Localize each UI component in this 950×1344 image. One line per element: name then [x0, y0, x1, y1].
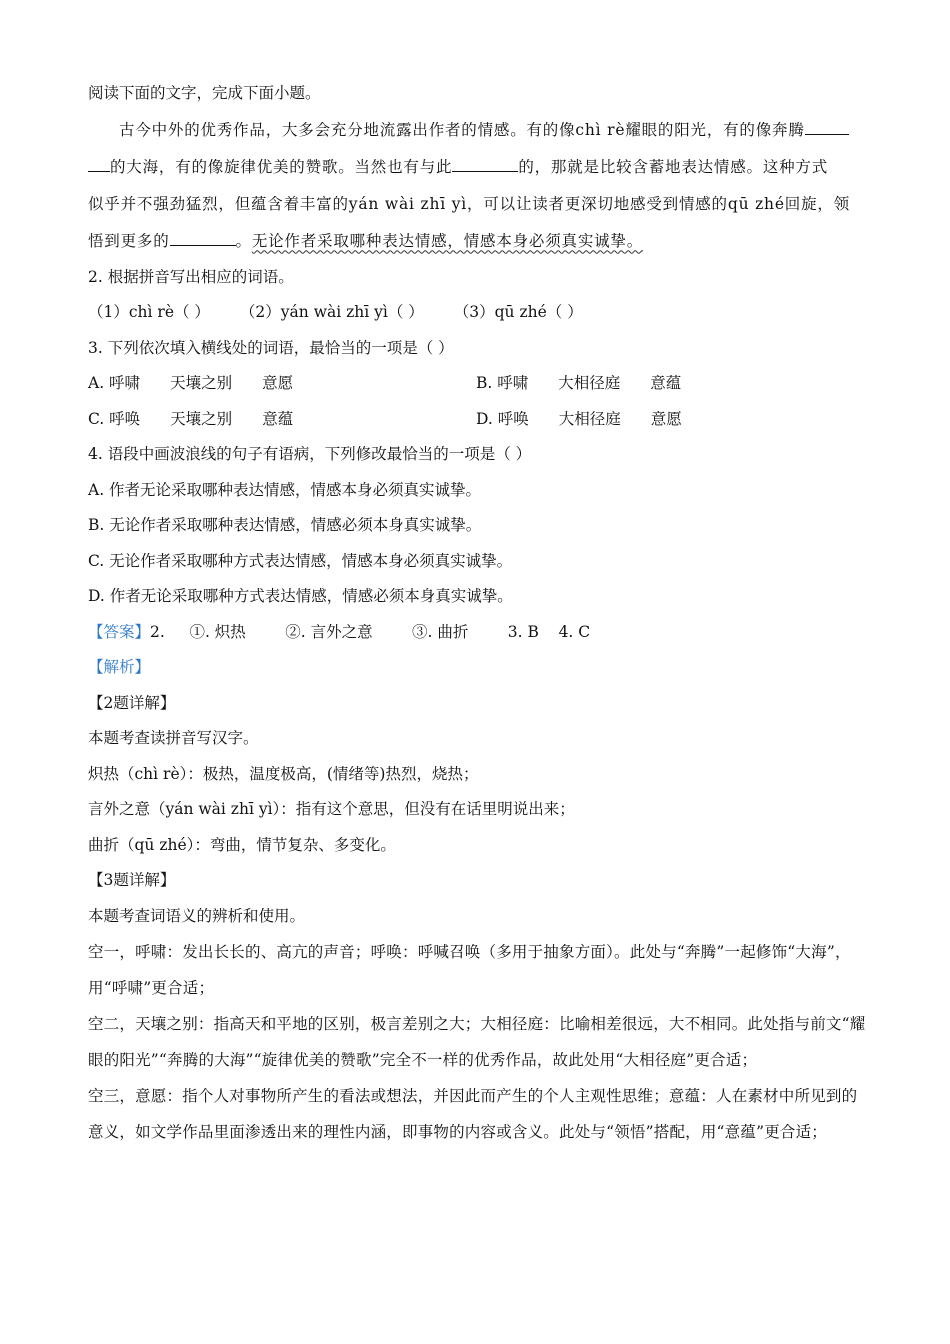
- q3-option-a: A. 呼啸 天壤之别 意愿: [88, 374, 294, 392]
- q4-option-c: C. 无论作者采取哪种方式表达情感，情感本身必须真实诚挚。: [88, 551, 513, 570]
- reading-passage: [88, 112, 868, 260]
- q3-detail-blank-2: 空二，天壤之别：指高天和平地的区别，极言差别之大；大相径庭：比喻相差很远，大不相同。此处指与前文“耀眼的阳光”“奔腾的大海”“旋律优美的赞歌”完全不一样的优秀作品，故此处用“大相径庭”更合适；: [88, 1015, 866, 1069]
- q3-option-d: D. 呼唤 大相径庭 意愿: [476, 409, 682, 428]
- q3-options-row-2: [88, 402, 868, 438]
- wavy-underlined-sentence: 无论作者采取哪种表达情感，情感本身必须真实诚挚。: [251, 231, 644, 250]
- answer-text: 2. ①. 炽热 ②. 言外之意 ③. 曲折 3. B 4. C: [150, 622, 591, 641]
- reading-instruction: 阅读下面的文字，完成下面小题。: [88, 84, 321, 102]
- fill-blank-3: [170, 229, 236, 246]
- q3-detail-blank-3: 空三，意愿：指个人对事物所产生的看法或想法，并因此而产生的个人主观性思维；意蕴：人在素材中所见到的意义，如文学作品里面渗透出来的理性内涵，即事物的内容或含义。此处与“领悟”搭配，用“意蕴”更合适；: [88, 1087, 858, 1141]
- q3-options-row-1: [88, 366, 868, 402]
- q3-option-b: B. 呼啸 大相径庭 意蕴: [476, 374, 682, 392]
- answer-tag: 【答案】: [88, 622, 151, 641]
- fill-blank-1a: [805, 118, 849, 135]
- q4-option-a: A. 作者无论采取哪种表达情感，情感本身必须真实诚挚。: [88, 480, 482, 499]
- fill-blank-1b: [88, 155, 110, 172]
- q4-option-b: B. 无论作者采取哪种表达情感，情感必须本身真实诚挚。: [88, 516, 482, 534]
- analysis-tag: 【解析】: [88, 658, 151, 676]
- q2-item-1: （1）chì rè（ ）: [88, 303, 210, 321]
- q3-detail-title: 【3题详解】: [88, 871, 176, 889]
- q2-stem: 2. 根据拼音写出相应的词语。: [88, 267, 294, 286]
- q2-detail-line-4: 曲折（qū zhé）：弯曲，情节复杂、多变化。: [88, 835, 396, 854]
- q4-option-d: D. 作者无论采取哪种方式表达情感，情感必须本身真实诚挚。: [88, 587, 513, 605]
- q3-detail-intro: 本题考查词语义的辨析和使用。: [88, 906, 306, 925]
- passage-text-3: 的，那就是比较含蓄地表达情感。这种方式: [518, 157, 829, 176]
- answer-line: [88, 615, 868, 651]
- passage-text-5: 悟到更多的: [88, 231, 170, 250]
- q3-detail-blank-1: 空一，呼啸：发出长长的、高亢的声音；呼唤：呼喊召唤（多用于抽象方面）。此处与“奔腾”一起修饰“大海”，用“呼啸”更合适；: [88, 943, 851, 997]
- q2-item-2: （2）yán wài zhī yì（ ）: [239, 303, 424, 321]
- fill-blank-2: [452, 155, 518, 172]
- passage-text-1: 古今中外的优秀作品，大多会充分地流露出作者的情感。有的像chì rè耀眼的阳光，有的像奔腾: [119, 120, 805, 139]
- q2-items: [88, 295, 868, 331]
- q2-detail-line-1: 本题考查读拼音写汉字。: [88, 729, 259, 747]
- passage-text-2: 的大海，有的像旋律优美的赞歌。当然也有与此: [110, 157, 453, 176]
- q3-option-c: C. 呼唤 天壤之别 意蕴: [88, 409, 294, 428]
- q2-detail-line-3: 言外之意（yán wài zhī yì）：指有这个意思，但没有在话里明说出来；: [88, 800, 575, 818]
- passage-text-4: 似乎并不强劲猛烈，但蕴含着丰富的yán wài zhī yì，可以让读者更深切地感受到情感的qū zhé回旋，领: [88, 194, 851, 213]
- q3-stem: 3. 下列依次填入横线处的词语，最恰当的一项是（ ）: [88, 338, 454, 357]
- passage-text-6: 。: [235, 231, 252, 250]
- q4-stem: 4. 语段中画波浪线的句子有语病，下列修改最恰当的一项是（ ）: [88, 445, 532, 463]
- q2-item-3: （3）qū zhé（ ）: [453, 303, 583, 321]
- document-page: [88, 76, 868, 1150]
- q2-detail-title: 【2题详解】: [88, 693, 176, 712]
- q2-detail-line-2: 炽热（chì rè）：极热，温度极高，(情绪等)热烈，烧热；: [88, 764, 479, 783]
